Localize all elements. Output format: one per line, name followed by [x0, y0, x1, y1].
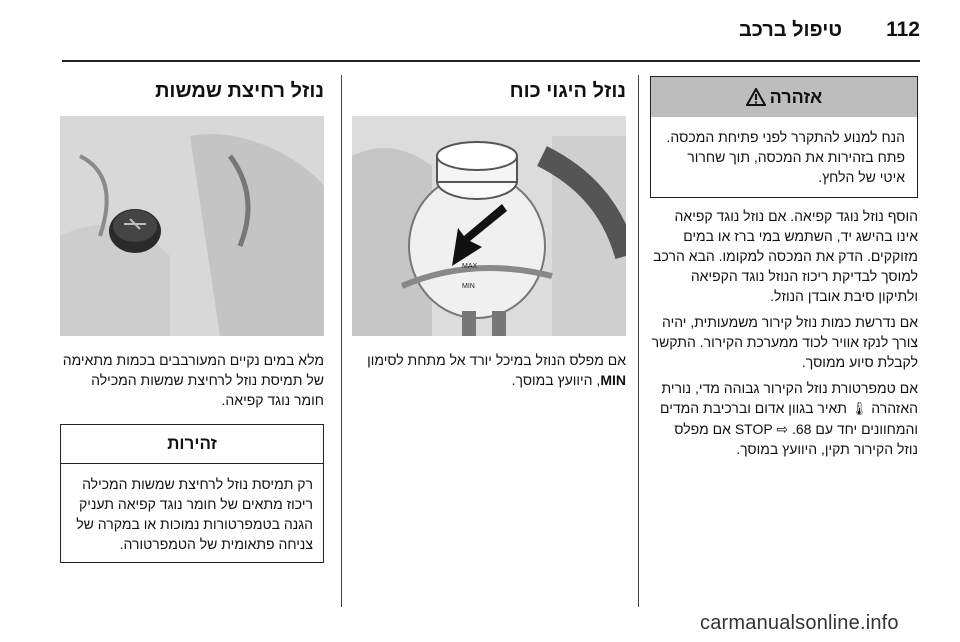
warning-triangle-icon: [746, 88, 766, 106]
coolant-paragraph-2: אם נדרשת כמות נוזל קירור משמעותית, יהיה צורך לנקז אוויר לכוד ממערכת הקירור. התקשר לקבלת סיוע ממוסך.: [651, 314, 918, 370]
warning-box: [650, 76, 918, 198]
washer-column: [60, 76, 324, 563]
warning-text: הנח למנוע להתקרר לפני פתיחת המכסה. פתח בזהירות את המכסה, תוך שחרור איטי של הלחץ.: [666, 129, 905, 185]
min-label: MIN: [462, 283, 475, 290]
warning-heading-text: אזהרה: [769, 86, 823, 107]
caution-box: [60, 424, 324, 563]
column-divider: [341, 75, 342, 607]
max-label: MAX: [462, 263, 478, 270]
page-header: [40, 18, 920, 48]
page-number: 112: [886, 18, 920, 41]
caution-text: רק תמיסת נוזל לרחיצת שמשות המכילה ריכוז מתאים של חומר נוגד קפיאה תעניק הגנה בטמפרטורות נמוכות או במקרה של צניחה פתאומית של הטמפרטורה.: [76, 476, 313, 552]
header-rule: [62, 60, 920, 62]
warning-heading: [651, 77, 917, 117]
power-steering-heading: נוזל היגוי כוח: [509, 80, 626, 102]
washer-text: מלא במים נקיים המעורבבים בכמות מתאימה של תמיסת נוזל לרחיצת שמשות המכילה חומר נוגד קפיאה.: [62, 352, 324, 408]
watermark: carmanualsonline.info: [700, 612, 899, 634]
column-divider: [638, 75, 639, 607]
page-title: טיפול ברכב: [738, 19, 842, 41]
power-steering-text: אם מפלס הנוזל במיכל יורד אל מתחת לסימון MIN, היוועץ במוסך.: [367, 352, 626, 388]
coolant-temperature-icon: 🌡: [850, 401, 868, 416]
caution-heading: זהירות: [61, 425, 323, 464]
washer-heading: נוזל רחיצת שמשות: [155, 80, 324, 102]
washer-reservoir-image: [60, 116, 324, 336]
min-mark-label: MIN: [600, 372, 626, 388]
coolant-paragraph-1: הוסף נוזל נוגד קפיאה. אם נוזל נוגד קפיאה אינו בהישג יד, השתמש במי ברז או במים מזוקקים. הדק את המכסה למקומו. הבא הרכב למוסך לבדיקת ריכוז הנוזל נוגד הקפיאה ולתיקון סיבת אובדן הנוזל.: [653, 208, 918, 304]
coolant-paragraph-3: אם טמפרטורת נוזל הקירור גבוהה מדי, נורית האזהרה 🌡 תאיר בגוון אדום וברכיבת המדים והמחוונים יחד עם STOP ⇨ .68 אם מפלס נוזל הקירור תקין, היוועץ במוסך.: [660, 380, 918, 457]
coolant-column: [650, 76, 918, 459]
power-steering-reservoir-image: [352, 116, 626, 336]
power-steering-column: [352, 76, 626, 390]
